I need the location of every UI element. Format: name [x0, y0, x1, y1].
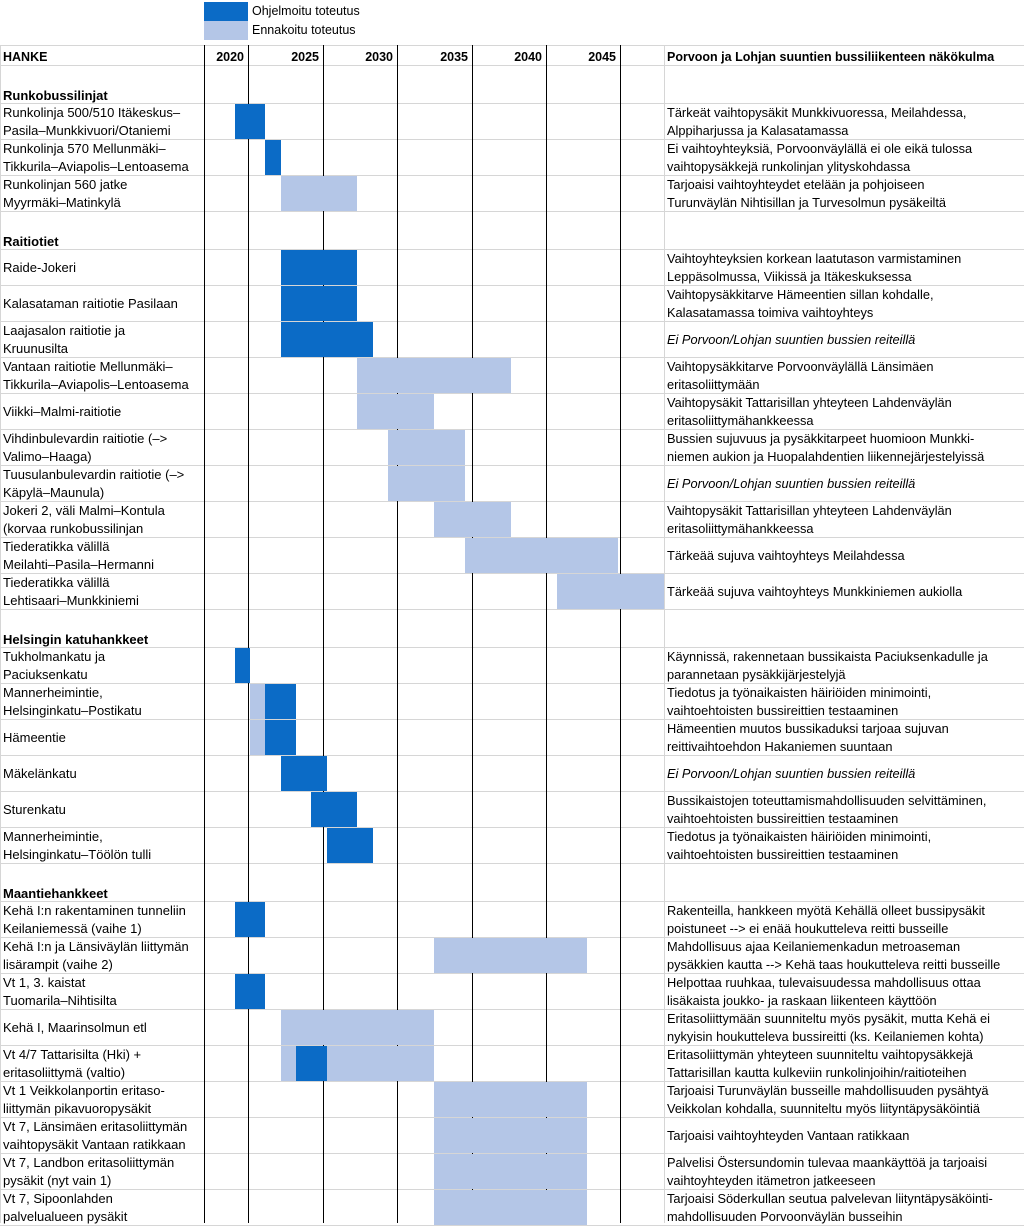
project-name: [3, 1082, 201, 1117]
perspective-note-line: Helpottaa ruuhkaa, tulevaisuudessa mahdollisuus ottaa: [667, 974, 981, 990]
perspective-note-line: Tarjoaisi Turunväylän busseille mahdollisuuden pysähtyä: [667, 1082, 989, 1098]
project-name-line: Raide-Jokeri: [3, 259, 76, 275]
project-name-line: Lehtisaari–Munkkiniemi: [3, 592, 139, 608]
header-project: HANKE: [3, 50, 48, 64]
project-name-line: Meilahti–Pasila–Hermanni: [3, 556, 155, 572]
perspective-note-line: Tiedotus ja työnaikaisten häiriöiden minimointi,: [667, 828, 932, 844]
project-name: [3, 358, 201, 393]
perspective-note-line: Eritasoliittymän yhteyteen suunniteltu vaihtopysäkkejä: [667, 1046, 973, 1062]
perspective-note: [667, 756, 1022, 791]
project-name-line: Helsinginkatu–Töölön tulli: [3, 846, 152, 862]
perspective-note-line: Tarjoaisi vaihtoyhteyden Vantaan ratikkaan: [667, 1127, 910, 1143]
perspective-note-line: Hämeentien muutos bussikaduksi tarjoaa sujuvan: [667, 720, 949, 736]
project-name-line: pysäkit (nyt vain 1): [3, 1172, 112, 1188]
project-name-line: Tuusulanbulevardin raitiotie (–>: [3, 466, 185, 482]
header-year-2025: 2025: [291, 50, 319, 64]
perspective-note: [667, 974, 1022, 1009]
section-title: Raitiotiet: [3, 234, 59, 249]
project-name: [3, 430, 201, 465]
project-name: [3, 322, 201, 357]
project-name: [3, 140, 201, 175]
perspective-note: [667, 250, 1022, 285]
column-divider: [472, 45, 473, 1223]
planned-bar: [281, 756, 327, 791]
planned-bar: [311, 792, 357, 827]
forecast-bar: [465, 538, 618, 573]
perspective-note: [667, 1190, 1022, 1225]
forecast-bar: [434, 1154, 587, 1189]
perspective-note: [667, 684, 1022, 719]
project-name-line: Myyrmäki–Matinkylä: [3, 194, 121, 210]
project-name: [3, 684, 201, 719]
planned-bar: [235, 104, 265, 139]
forecast-bar: [357, 394, 434, 429]
perspective-note-line: Mahdollisuus ajaa Keilaniemenkadun metroaseman: [667, 938, 961, 954]
perspective-note-line: Vaihtopysäkkitarve Hämeentien sillan kohdalle,: [667, 286, 934, 302]
forecast-bar: [357, 358, 511, 393]
perspective-note-line: Bussien sujuvuus ja pysäkkitarpeet huomioon Munkki-: [667, 430, 975, 446]
project-name-line: Tiederatikka välillä: [3, 574, 110, 590]
perspective-note: [667, 502, 1022, 537]
project-name: [3, 974, 201, 1009]
header-top-line: [0, 45, 1024, 46]
perspective-note-line: Käynnissä, rakennetaan bussikaista Paciuksenkadulle ja: [667, 648, 988, 664]
project-name-line: lisärampit (vaihe 2): [3, 956, 113, 972]
project-name-line: Valimo–Haaga): [3, 448, 92, 464]
project-name-line: Helsinginkatu–Postikatu: [3, 702, 142, 718]
project-name: [3, 1118, 201, 1153]
project-name: [3, 286, 201, 321]
project-name-line: Vt 1 Veikkolanportin eritaso-: [3, 1082, 165, 1098]
forecast-bar: [434, 938, 587, 973]
project-name-line: Tikkurila–Aviapolis–Lentoasema: [3, 158, 189, 174]
perspective-note-line: mahdollisuuden Porvoonväylän busseihin: [667, 1208, 903, 1224]
column-divider: [620, 45, 621, 1223]
project-name-line: Tikkurila–Aviapolis–Lentoasema: [3, 376, 189, 392]
perspective-note: [667, 140, 1022, 175]
project-name-line: Runkolinjan 560 jatke: [3, 176, 128, 192]
perspective-note-line: Vaihtopysäkkitarve Porvoonväylällä Länsimäen: [667, 358, 934, 374]
planned-bar: [265, 140, 281, 175]
project-name: [3, 502, 201, 537]
project-name: [3, 756, 201, 791]
project-name-line: Kruunusilta: [3, 340, 69, 356]
perspective-note-line: Leppäsolmussa, Viikissä ja Itäkeskuksessa: [667, 268, 912, 284]
perspective-note-line: Ei vaihtoyhteyksiä, Porvoonväylällä ei ole eikä tulossa: [667, 140, 973, 156]
project-name-line: Vantaan raitiotie Mellunmäki–: [3, 358, 173, 374]
row-divider: [0, 609, 1024, 610]
forecast-bar: [250, 720, 265, 755]
perspective-note: [667, 322, 1022, 357]
project-name-line: (korvaa runkobussilinjan: [3, 520, 144, 536]
perspective-note: [667, 1046, 1022, 1081]
perspective-note-line: Vaihtoyhteyksien korkean laatutason varmistaminen: [667, 250, 962, 266]
project-name-line: Kalasataman raitiotie Pasilaan: [3, 295, 178, 311]
perspective-note: [667, 466, 1022, 501]
perspective-note: [667, 720, 1022, 755]
perspective-note-line: Kalasatamassa toimiva vaihtoyhteys: [667, 304, 874, 320]
project-name-line: Mäkelänkatu: [3, 765, 77, 781]
legend-planned-label: Ohjelmoitu toteutus: [252, 4, 360, 18]
forecast-bar: [434, 502, 511, 537]
planned-bar: [281, 322, 373, 357]
perspective-note-line: eritasoliittymään: [667, 376, 760, 392]
perspective-note: [667, 430, 1022, 465]
planned-bar: [281, 250, 357, 285]
column-divider: [204, 45, 205, 1223]
project-name-line: palvelualueen pysäkit: [3, 1208, 128, 1224]
perspective-note-line: Alppiharjussa ja Kalasatamassa: [667, 122, 849, 138]
perspective-note: [667, 828, 1022, 863]
project-name-line: Kehä I:n rakentaminen tunneliin: [3, 902, 186, 918]
perspective-note-line: Tärkeät vaihtopysäkit Munkkivuoressa, Meilahdessa,: [667, 104, 967, 120]
perspective-note-line: poistuneet --> ei enää houkutteleva reitti busseille: [667, 920, 949, 936]
header-year-2020: 2020: [216, 50, 244, 64]
perspective-note: [667, 358, 1022, 393]
project-name-line: Tiederatikka välillä: [3, 538, 110, 554]
project-name: [3, 466, 201, 501]
project-name: [3, 938, 201, 973]
perspective-note: [667, 1082, 1022, 1117]
perspective-note-line: vaihtoehtoisten bussireittien testaaminen: [667, 846, 899, 862]
row-divider: [0, 211, 1024, 212]
project-name: [3, 104, 201, 139]
planned-bar: [265, 684, 296, 719]
perspective-note-line: Turunväylän Nihtisillan ja Turvesolmun pysäkeiltä: [667, 194, 947, 210]
perspective-note: [667, 104, 1022, 139]
perspective-note-line: Bussikaistojen toteuttamismahdollisuuden selvittäminen,: [667, 792, 987, 808]
planned-bar: [265, 720, 296, 755]
forecast-bar: [250, 684, 265, 719]
project-name-line: Vt 1, 3. kaistat: [3, 974, 86, 990]
project-name: [3, 1190, 201, 1225]
forecast-bar: [327, 1046, 434, 1081]
legend-forecast-swatch: [204, 21, 248, 40]
project-name-line: Laajasalon raitiotie ja: [3, 322, 126, 338]
project-name-line: Runkolinja 570 Mellunmäki–: [3, 140, 166, 156]
perspective-note: [667, 1118, 1022, 1153]
project-name-line: Pasila–Munkkivuori/Otaniemi: [3, 122, 171, 138]
project-name-line: Vt 7, Sipoonlahden: [3, 1190, 113, 1206]
forecast-bar: [281, 1010, 434, 1045]
forecast-bar: [434, 1082, 587, 1117]
perspective-note-line: Tiedotus ja työnaikaisten häiriöiden minimointi,: [667, 684, 932, 700]
project-name-line: liittymän pikavuoropysäkit: [3, 1100, 152, 1116]
perspective-note: [667, 286, 1022, 321]
header-year-2045: 2045: [588, 50, 616, 64]
project-name-line: Sturenkatu: [3, 801, 66, 817]
project-name-line: Keilaniemessä (vaihe 1): [3, 920, 142, 936]
perspective-note-line: Eritasoliittymään suunniteltu myös pysäkit, mutta Kehä ei: [667, 1010, 990, 1026]
header-perspective: Porvoon ja Lohjan suuntien bussiliikenteen näkökulma: [667, 50, 995, 64]
perspective-note: [667, 538, 1022, 573]
project-name: [3, 648, 201, 683]
header-year-2030: 2030: [365, 50, 393, 64]
project-name-line: Vihdinbulevardin raitiotie (–>: [3, 430, 168, 446]
project-name-line: Käpylä–Maunula): [3, 484, 105, 500]
project-name: [3, 394, 201, 429]
perspective-note-line: pysäkkien kautta --> Kehä taas houkutteleva reitti busseille: [667, 956, 1001, 972]
perspective-note: [667, 902, 1022, 937]
legend-planned-swatch: [204, 2, 248, 21]
perspective-note-line: Veikkolan kohdalla, suunniteltu myös liityntäpysäköintiä: [667, 1100, 980, 1116]
project-name-line: Kehä I, Maarinsolmun etl: [3, 1019, 147, 1035]
column-divider: [0, 45, 1, 1223]
column-divider: [248, 45, 249, 1223]
column-divider: [546, 45, 547, 1223]
forecast-bar: [434, 1190, 587, 1225]
perspective-note-line: vaihtopysäkkejä runkolinjan ylityskohdassa: [667, 158, 911, 174]
project-name-line: Jokeri 2, väli Malmi–Kontula: [3, 502, 165, 518]
perspective-note-line: niemen aukion ja Huopalahdentien liikennejärjestelyissä: [667, 448, 985, 464]
perspective-note: [667, 648, 1022, 683]
perspective-note-line: lisäkaista joukko- ja raskaan liikenteen käyttöön: [667, 992, 937, 1008]
forecast-bar: [388, 466, 465, 501]
project-name-line: Runkolinja 500/510 Itäkeskus–: [3, 104, 181, 120]
perspective-note-line: parannetaan pysäkkijärjestelyjä: [667, 666, 846, 682]
perspective-note-line: Tärkeää sujuva vaihtoyhteys Munkkiniemen aukiolla: [667, 583, 963, 599]
perspective-note: [667, 1154, 1022, 1189]
project-name: [3, 1154, 201, 1189]
project-name: [3, 1010, 201, 1045]
column-divider: [664, 45, 665, 1223]
forecast-bar: [434, 1118, 587, 1153]
project-name: [3, 720, 201, 755]
project-name-line: Paciuksenkatu: [3, 666, 88, 682]
perspective-note-line: Vaihtopysäkit Tattarisillan yhteyteen Lahdenväylän: [667, 394, 952, 410]
project-name: [3, 176, 201, 211]
project-name-line: Vt 7, Länsimäen eritasoliittymän: [3, 1118, 188, 1134]
perspective-note-line: Rakenteilla, hankkeen myötä Kehällä olleet bussipysäkit: [667, 902, 985, 918]
perspective-note: [667, 938, 1022, 973]
project-name-line: eritasoliittymä (valtio): [3, 1064, 126, 1080]
project-name: [3, 538, 201, 573]
perspective-note-line: vaihtoyhteyden itämetron jatkeeseen: [667, 1172, 876, 1188]
project-name: [3, 250, 201, 285]
project-name-line: Mannerheimintie,: [3, 684, 103, 700]
perspective-note-line: Tärkeää sujuva vaihtoyhteys Meilahdessa: [667, 547, 905, 563]
perspective-note-line: vaihtoehtoisten bussireittien testaaminen: [667, 702, 899, 718]
section-title: Runkobussilinjat: [3, 88, 108, 103]
perspective-note-line: Vaihtopysäkit Tattarisillan yhteyteen Lahdenväylän: [667, 502, 952, 518]
forecast-bar: [281, 176, 357, 211]
perspective-note-line: vaihtoehtoisten bussireittien testaaminen: [667, 810, 899, 826]
project-name-line: Hämeentie: [3, 729, 66, 745]
perspective-note-line: eritasoliittymähankkeessa: [667, 412, 814, 428]
planned-bar: [235, 974, 265, 1009]
perspective-note-line: reittivaihtoehdon Hakaniemen suuntaan: [667, 738, 893, 754]
perspective-note: [667, 394, 1022, 429]
project-name-line: Tukholmankatu ja: [3, 648, 106, 664]
project-name: [3, 574, 201, 609]
header-year-2040: 2040: [514, 50, 542, 64]
planned-bar: [235, 648, 250, 683]
project-name-line: vaihtopysäkit Vantaan ratikkaan: [3, 1136, 186, 1152]
planned-bar: [296, 1046, 327, 1081]
section-title: Helsingin katuhankkeet: [3, 632, 149, 647]
perspective-note-line: Tarjoaisi Söderkullan seutua palvelevan liityntäpysäköinti-: [667, 1190, 993, 1206]
perspective-note-line: Palvelisi Östersundomin tulevaa maankäyttöä ja tarjoaisi: [667, 1154, 988, 1170]
perspective-note: [667, 1010, 1022, 1045]
planned-bar: [281, 286, 357, 321]
project-name: [3, 902, 201, 937]
project-name: [3, 828, 201, 863]
project-name-line: Mannerheimintie,: [3, 828, 103, 844]
perspective-note-line: Ei Porvoon/Lohjan suuntien bussien reiteillä: [667, 331, 916, 347]
planned-bar: [235, 902, 265, 937]
planned-bar: [327, 828, 373, 863]
perspective-note-line: Tarjoaisi vaihtoyhteydet etelään ja pohjoiseen: [667, 176, 925, 192]
perspective-note-line: Ei Porvoon/Lohjan suuntien bussien reiteillä: [667, 475, 916, 491]
project-name-line: Vt 7, Landbon eritasoliittymän: [3, 1154, 175, 1170]
perspective-note-line: Ei Porvoon/Lohjan suuntien bussien reiteillä: [667, 765, 916, 781]
project-name-line: Tuomarila–Nihtisilta: [3, 992, 117, 1008]
forecast-bar: [388, 430, 465, 465]
perspective-note-line: eritasoliittymähankkeessa: [667, 520, 814, 536]
perspective-note-line: nykyisin houkutteleva bussireitti (ks. Keilaniemen kohta): [667, 1028, 984, 1044]
forecast-bar: [557, 574, 664, 609]
project-name-line: Viikki–Malmi-raitiotie: [3, 403, 122, 419]
project-name: [3, 792, 201, 827]
perspective-note: [667, 574, 1022, 609]
project-name-line: Kehä I:n ja Länsiväylän liittymän: [3, 938, 189, 954]
forecast-bar: [281, 1046, 296, 1081]
perspective-note-line: Tattarisillan kautta kulkeviin runkolinjoihin/raitioteihen: [667, 1064, 967, 1080]
project-name: [3, 1046, 201, 1081]
section-title: Maantiehankkeet: [3, 886, 108, 901]
perspective-note: [667, 176, 1022, 211]
legend-forecast-label: Ennakoitu toteutus: [252, 23, 356, 37]
header-year-2035: 2035: [440, 50, 468, 64]
row-divider: [0, 863, 1024, 864]
perspective-note: [667, 792, 1022, 827]
project-name-line: Vt 4/7 Tattarisilta (Hki) +: [3, 1046, 142, 1062]
